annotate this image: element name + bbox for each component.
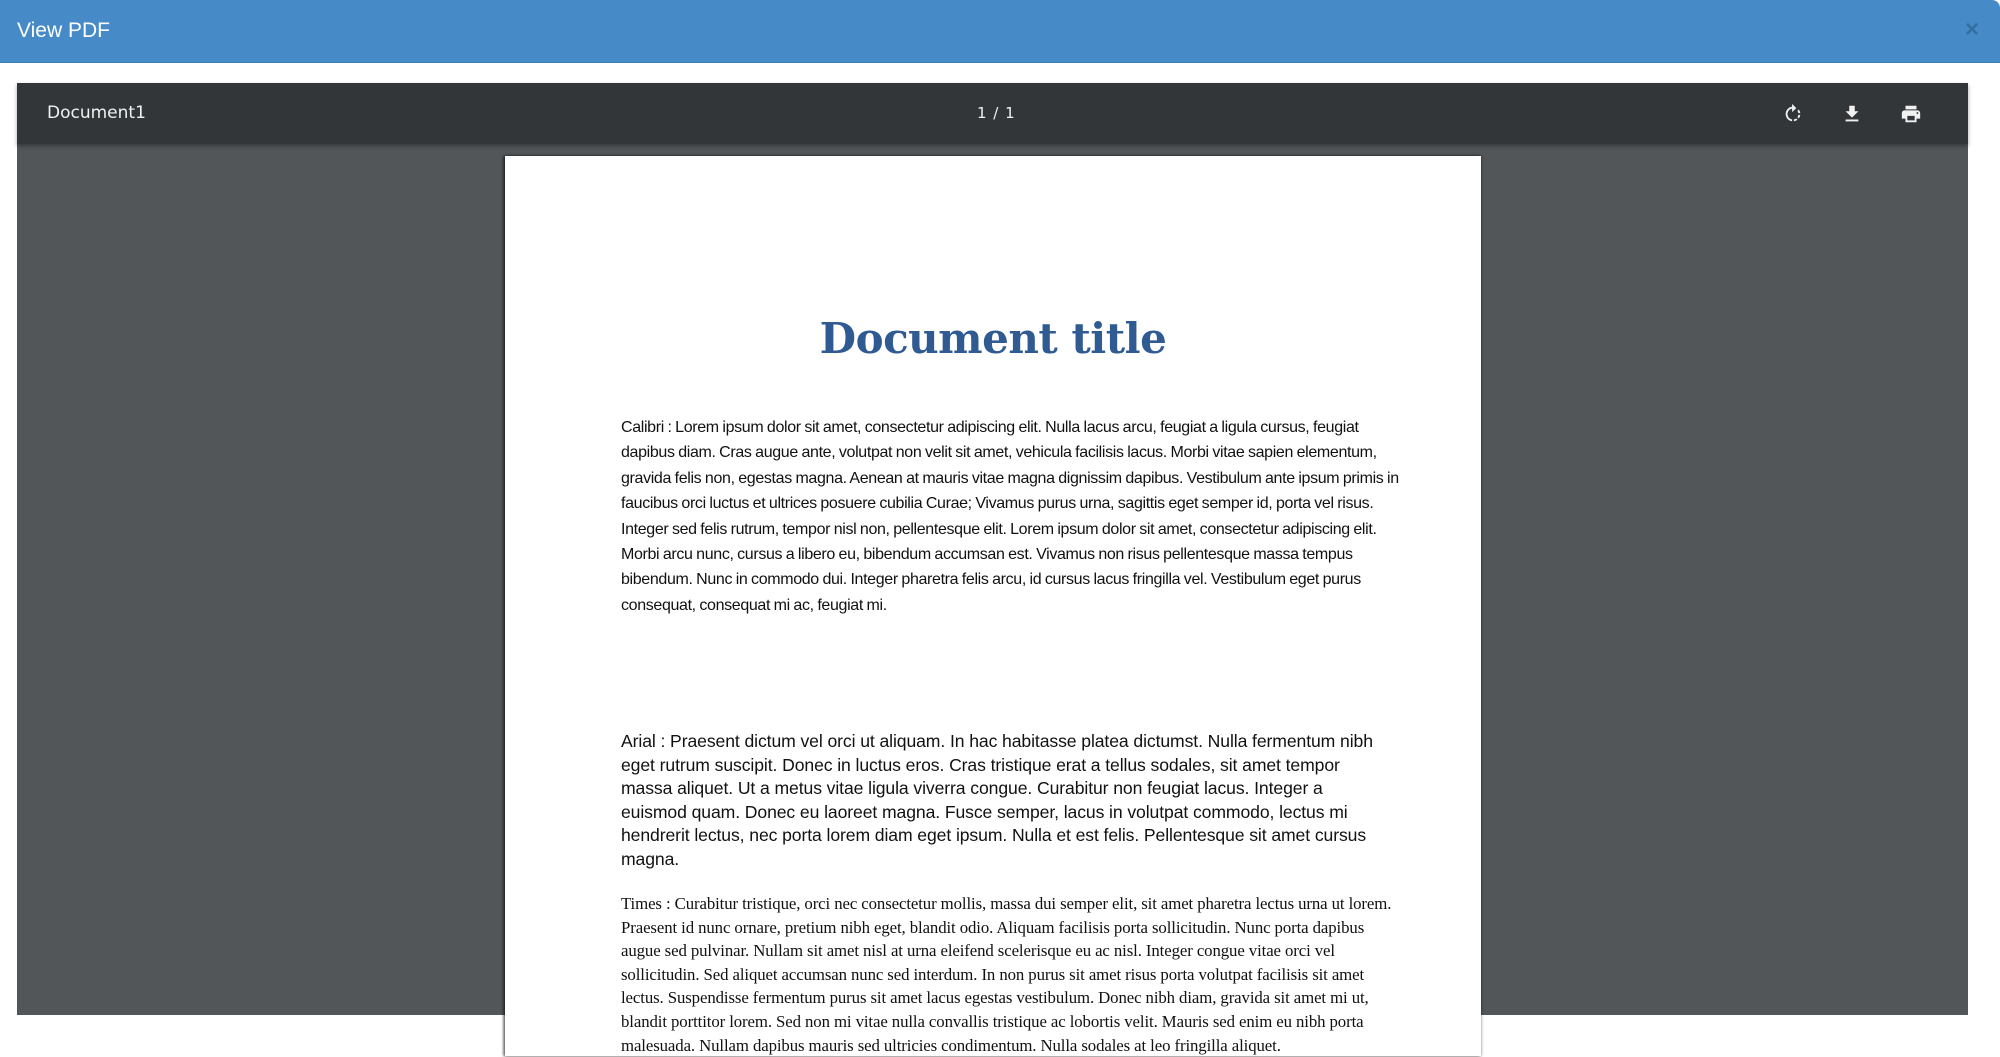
paragraph-arial: Arial : Praesent dictum vel orci ut aliquam. In hac habitasse platea dictumst. Nulla fermentum nibh eget rutrum suscipit. Donec in luctus eros. Cras tristique erat a tellus sodales, sit amet tempor massa aliquet. Ut a metus vitae ligula viverra congue. Curabitur non feugiat lacus. Integer a euismod quam. Donec eu laoreet magna. Fusce semper, lacus in volutpat commodo, lectus mi hendrerit lectus, nec porta lorem diam eget ipsum. Nulla et est felis. Pellentesque sit amet cursus magna.: [621, 731, 1373, 869]
page-indicator: 1 / 1: [977, 104, 1016, 122]
rotate-button[interactable]: [1778, 99, 1808, 129]
pdf-page: [505, 156, 1481, 1056]
pdf-viewer: [17, 83, 1968, 1055]
print-icon: [1900, 103, 1922, 125]
close-icon[interactable]: ×: [1964, 16, 1979, 43]
paragraph-calibri: Calibri : Lorem ipsum dolor sit amet, consectetur adipiscing elit. Nulla lacus arcu, feugiat a ligula cursus, feugiat dapibus diam. Cras augue ante, volutpat non velit sit amet, vehicula facilisis lacus. Morbi vitae sapien elementum, gravida felis non, egestas magna. Aenean at mauris vitae magna dignissim dapibus. Vestibulum ante ipsum primis in faucibus orci luctus et ultrices posuere cubilia Curae; Vivamus purus urna, sagittis eget semper id, porta vel risus. Integer sed felis rutrum, tempor nisl non, pellentesque elit. Lorem ipsum dolor sit amet, consectetur adipiscing elit. Morbi arcu nunc, cursus a libero eu, bibendum accumsan est. Vivamus non risus pellentesque massa tempus bibendum. Nunc in commodo dui. Integer pharetra felis arcu, id cursus lacus fringilla vel. Vestibulum eget purus consequat, consequat mi ac, feugiat mi.: [621, 419, 1399, 614]
download-icon: [1841, 103, 1863, 125]
rotate-clockwise-icon: [1782, 103, 1804, 125]
paragraph-times: Times : Curabitur tristique, orci nec consectetur mollis, massa dui semper elit, sit amet pharetra lectus urna ut lorem. Praesent id nunc ornare, pretium nibh eget, blandit odio. Aliquam facilisis porta sollicitudin. Nunc porta dapibus augue sed pulvinar. Nullam sit amet nisl at urna eleifend scelerisque eu ac nisl. Integer congue vitae orci vel sollicitudin. Sed aliquet accumsan nunc sed interdum. In non purus sit amet risus porta volutpat facilisis sit amet lectus. Suspendisse fermentum purus sit amet lacus egestas vestibulum. Donec nibh diam, gravida sit amet mi ut, blandit porttitor lorem. Sed non mi vitae nulla convallis tristique ac lobortis velit. Mauris sed enim eu nibh porta malesuada. Nullam dapibus mauris sed ultricies condimentum. Nulla sodales at leo fringilla aliquet.: [621, 894, 1392, 1055]
modal-header: [0, 0, 2000, 63]
download-button[interactable]: [1837, 99, 1867, 129]
pdf-toolbar: [17, 83, 1968, 144]
document-name: Document1: [47, 103, 146, 123]
document-title: Document title: [819, 314, 1167, 363]
modal-title: View PDF: [17, 19, 110, 42]
print-button[interactable]: [1896, 99, 1926, 129]
